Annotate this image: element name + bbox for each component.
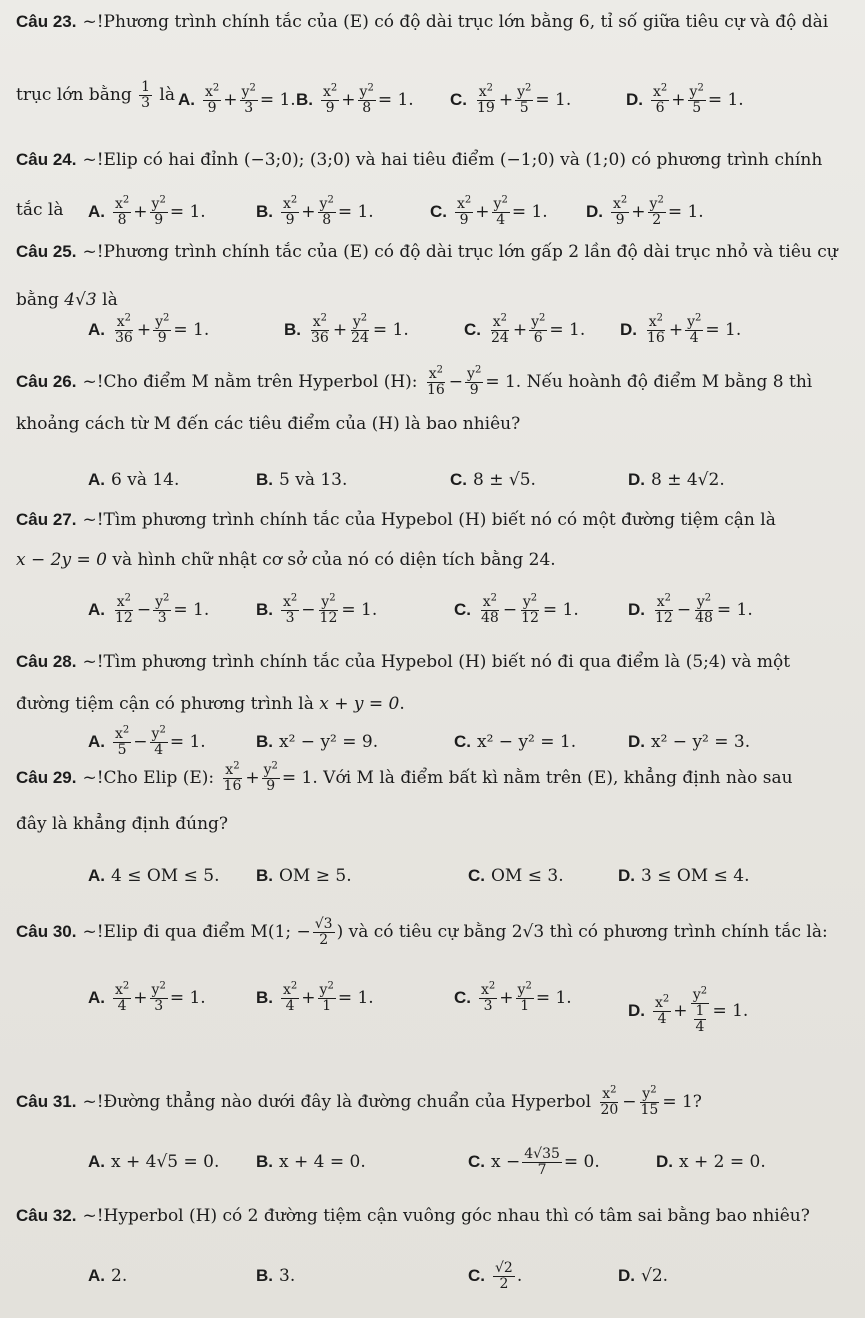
question-24-line-1: Câu 24. ~!Elip có hai đỉnh (−3;0); (3;0) và hai tiêu điểm (−1;0) và (1;0) có phương trình chính	[16, 150, 823, 170]
option-c[interactable]: C. x − $\frac{4√35}{7}$ = 0.	[468, 1145, 600, 1178]
option-d[interactable]: D. $\frac{x^2}{6}$ + $\frac{y^2}{5}$ = 1.	[626, 81, 744, 116]
option-c[interactable]: C. $\frac{x^2}{3}$ + $\frac{y^2}{1}$ = 1.	[454, 979, 572, 1014]
option-d[interactable]: D. √2.	[618, 1266, 669, 1286]
option-d[interactable]: D. $\frac{x^2}{12}$ − $\frac{y^2}{48}$ = 1.	[628, 591, 753, 626]
question-30-options	[88, 974, 857, 1035]
option-b[interactable]: B. OM ≥ 5.	[256, 866, 352, 886]
option-d[interactable]: D. x² − y² = 3.	[628, 732, 751, 752]
option-a[interactable]: A. $\frac{x^2}{8}$ + $\frac{y^2}{9}$ = 1.	[88, 193, 206, 228]
question-26-line-1: Câu 26. ~!Cho điểm M nằm trên Hyperbol (H): $\frac{x^2}{16}$ − $\frac{y^2}{9}$ = 1. Nếu hoành độ điểm M bằng 8 thì	[16, 363, 813, 398]
option-b[interactable]: B. $\frac{x^2}{9}$ + $\frac{y^2}{8}$ = 1.	[256, 193, 374, 228]
option-c[interactable]: C. $\frac{√2}{2}$ .	[468, 1259, 523, 1292]
option-b[interactable]: B. 5 và 13.	[256, 470, 348, 490]
option-c[interactable]: C. $\frac{x^2}{19}$ + $\frac{y^2}{5}$ = 1.	[450, 81, 572, 116]
question-25-line-1: Câu 25. ~!Phương trình chính tắc của (E) có độ dài trục lớn gấp 2 lần độ dài trục nhỏ và tiêu cự	[16, 242, 838, 262]
question-26-line-2: khoảng cách từ M đến các tiêu điểm của (H) là bao nhiêu?	[16, 414, 521, 434]
question-24-line-2: tắc là	[16, 200, 64, 220]
question-29-options	[88, 852, 857, 900]
option-b[interactable]: B. $\frac{x^2}{4}$ + $\frac{y^2}{1}$ = 1.	[256, 979, 374, 1014]
question-32-options	[88, 1252, 857, 1306]
option-c[interactable]: C. x² − y² = 1.	[454, 732, 577, 752]
question-27-line-2: x − 2y = 0 và hình chữ nhật cơ sở của nó có diện tích bằng 24.	[16, 550, 556, 570]
option-a[interactable]: A. $\frac{x^2}{9}$ + $\frac{y^2}{3}$ = 1.	[178, 81, 296, 116]
question-32-line-1: Câu 32. ~!Hyperbol (H) có 2 đường tiệm cận vuông góc nhau thì có tâm sai bằng bao nhiêu?	[16, 1206, 810, 1226]
option-a[interactable]: A. $\frac{x^2}{4}$ + $\frac{y^2}{3}$ = 1.	[88, 979, 206, 1014]
option-d[interactable]: D. $\frac{x^2}{9}$ + $\frac{y^2}{2}$ = 1.	[586, 193, 704, 228]
option-c[interactable]: C. 8 ± √5.	[450, 470, 536, 490]
question-label: Câu 23.	[16, 12, 77, 31]
question-30-line-1: Câu 30. ~!Elip đi qua điểm M(1; − $\frac{√3}{2}$ ) và có tiêu cự bằng 2√3 thì có phương trình chính tắc là:	[16, 915, 828, 948]
option-a[interactable]: A. 6 và 14.	[88, 470, 180, 490]
question-23-options	[178, 76, 857, 124]
question-23-line-2: trục lớn bằng $\frac{1}{3}$ là	[16, 79, 176, 111]
option-d[interactable]: D. 8 ± 4√2.	[628, 470, 725, 490]
question-28-line-2: đường tiệm cận có phương trình là x + y = 0.	[16, 694, 405, 714]
question-29-line-1: Câu 29. ~!Cho Elip (E): $\frac{x^2}{16}$ + $\frac{y^2}{9}$ = 1. Với M là điểm bất kì nằm trên (E), khẳng định nào sau	[16, 759, 793, 794]
option-c[interactable]: C. OM ≤ 3.	[468, 866, 564, 886]
option-a[interactable]: A. 2.	[88, 1266, 128, 1286]
question-27-options	[88, 586, 857, 634]
question-24-options	[88, 188, 857, 236]
option-d[interactable]: D. 3 ≤ OM ≤ 4.	[618, 866, 750, 886]
option-a[interactable]: A. $\frac{x^2}{36}$ + $\frac{y^2}{9}$ = 1.	[88, 311, 210, 346]
option-b[interactable]: B. x² − y² = 9.	[256, 732, 379, 752]
option-c[interactable]: C. $\frac{x^2}{24}$ + $\frac{y^2}{6}$ = 1.	[464, 311, 586, 346]
question-26-options	[88, 456, 857, 504]
option-d[interactable]: D. $\frac{x^2}{4}$ + $\frac{y^2}{\frac{1}{4}}$ = 1.	[628, 984, 749, 1035]
option-b[interactable]: B. x + 4 = 0.	[256, 1152, 366, 1172]
option-a[interactable]: A. $\frac{x^2}{5}$ − $\frac{y^2}{4}$ = 1.	[88, 723, 206, 758]
option-b[interactable]: B. $\frac{x^2}{9}$ + $\frac{y^2}{8}$ = 1.	[296, 81, 414, 116]
option-a[interactable]: A. $\frac{x^2}{12}$ − $\frac{y^2}{3}$ = 1.	[88, 591, 210, 626]
option-c[interactable]: C. $\frac{x^2}{9}$ + $\frac{y^2}{4}$ = 1.	[430, 193, 548, 228]
option-c[interactable]: C. $\frac{x^2}{48}$ − $\frac{y^2}{12}$ = 1.	[454, 591, 579, 626]
question-31-line-1: Câu 31. ~!Đường thẳng nào dưới đây là đường chuẩn của Hyperbol $\frac{x^2}{20}$ − $\frac{y^2}{15}$ = 1?	[16, 1083, 702, 1118]
option-b[interactable]: B. $\frac{x^2}{3}$ − $\frac{y^2}{12}$ = 1.	[256, 591, 378, 626]
option-d[interactable]: D. $\frac{x^2}{16}$ + $\frac{y^2}{4}$ = 1.	[620, 311, 742, 346]
option-a[interactable]: A. x + 4√5 = 0.	[88, 1152, 220, 1172]
option-b[interactable]: B. $\frac{x^2}{36}$ + $\frac{y^2}{24}$ = 1.	[284, 311, 409, 346]
question-28-line-1: Câu 28. ~!Tìm phương trình chính tắc của Hypebol (H) biết nó đi qua điểm là (5;4) và một	[16, 652, 791, 672]
option-d[interactable]: D. x + 2 = 0.	[656, 1152, 766, 1172]
option-a[interactable]: A. 4 ≤ OM ≤ 5.	[88, 866, 220, 886]
option-b[interactable]: B. 3.	[256, 1266, 296, 1286]
question-27-line-1: Câu 27. ~!Tìm phương trình chính tắc của Hypebol (H) biết nó có một đường tiệm cận là	[16, 510, 776, 530]
question-25-options	[88, 306, 857, 354]
question-23-line-1: Câu 23. ~!Phương trình chính tắc của (E) có độ dài trục lớn bằng 6, tỉ số giữa tiêu cự và độ dài	[16, 12, 829, 32]
question-31-options	[88, 1138, 857, 1194]
question-29-line-2: đây là khẳng định đúng?	[16, 814, 229, 834]
question-25-line-2: bằng 4√3 là	[16, 290, 118, 310]
